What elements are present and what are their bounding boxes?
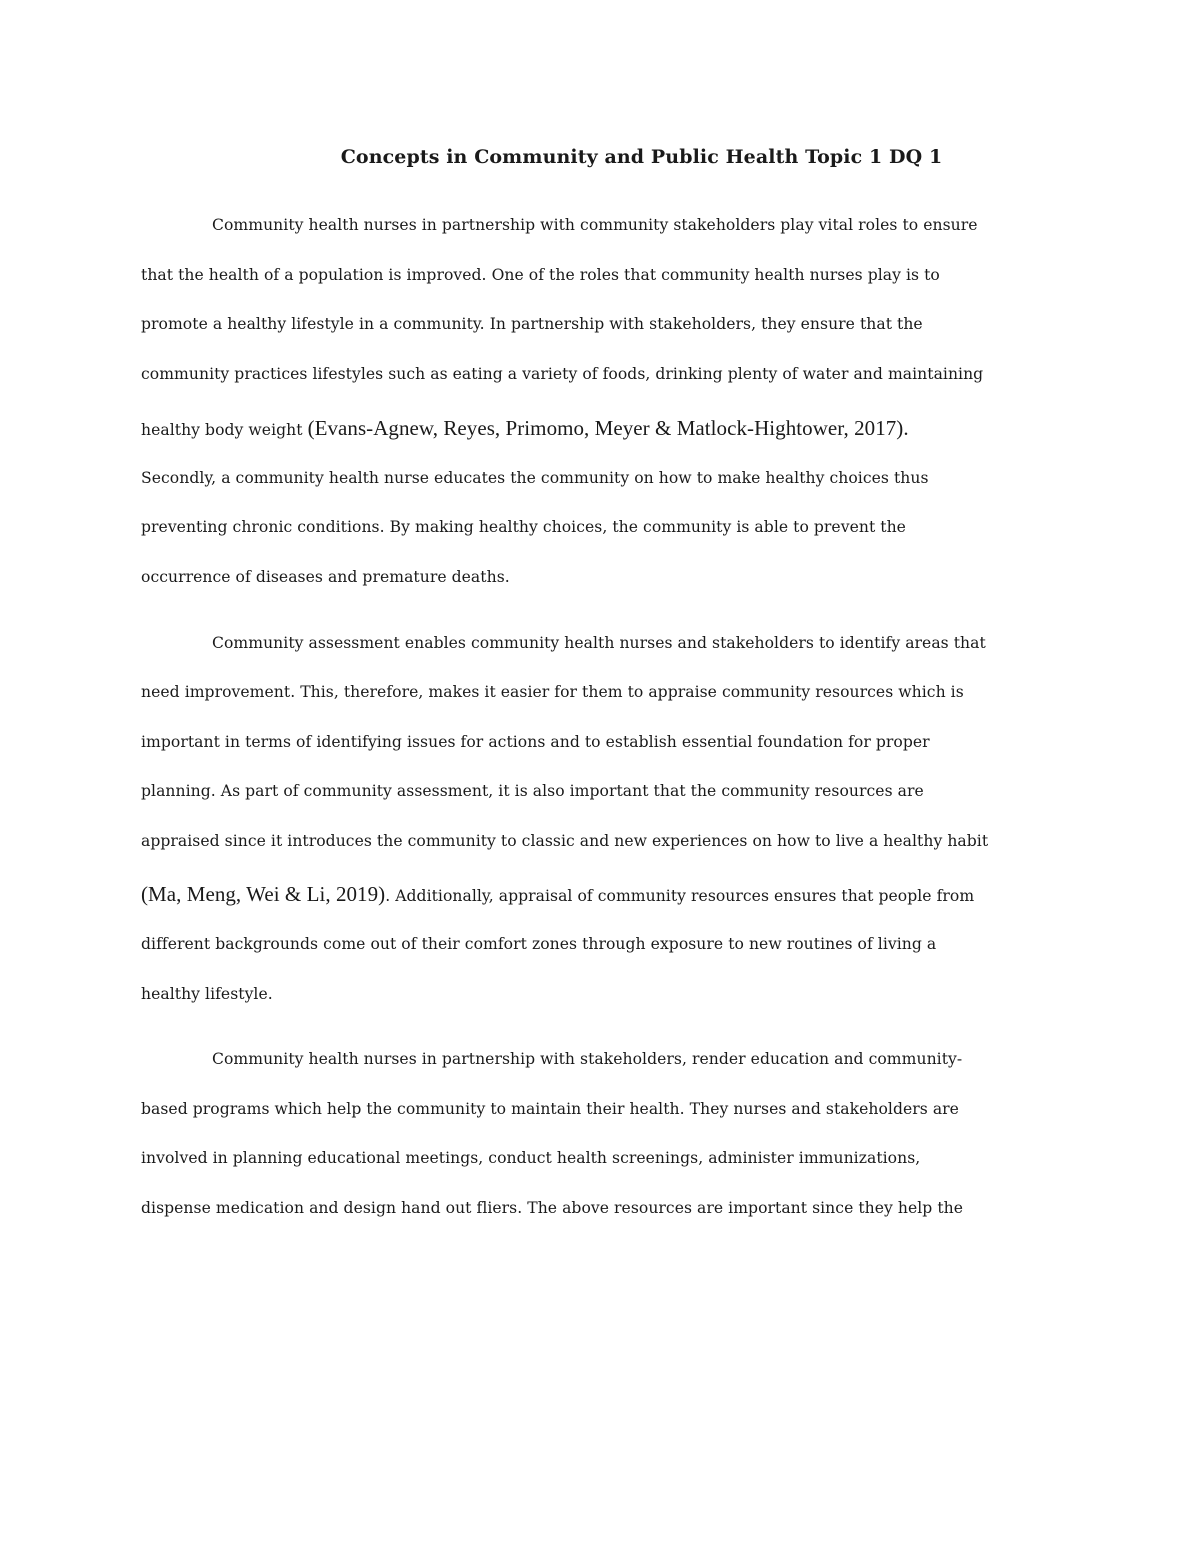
paragraph-1-line-6: Secondly, a community health nurse educates the community on how to make healthy choices thus	[141, 469, 929, 487]
line-text: healthy body weight	[141, 421, 308, 439]
paragraph-1-line-2: that the health of a population is improved. One of the roles that community health nurses play is to	[141, 266, 940, 284]
paragraph-2-line-1: Community assessment enables community health nurses and stakeholders to identify areas that	[212, 634, 986, 652]
paragraph-3-line-2: based programs which help the community to maintain their health. They nurses and stakeholders are	[141, 1100, 959, 1118]
paragraph-3-line-1: Community health nurses in partnership with stakeholders, render education and community-	[212, 1050, 963, 1068]
paragraph-3-line-4: dispense medication and design hand out fliers. The above resources are important since they help the	[141, 1199, 964, 1217]
line-tail: . Additionally, appraisal of community resources ensures that people from	[385, 887, 975, 905]
paragraph-1-line-4: community practices lifestyles such as eating a variety of foods, drinking plenty of water and maintaining	[141, 365, 984, 383]
paragraph-1-line-3: promote a healthy lifestyle in a community. In partnership with stakeholders, they ensure that the	[141, 315, 923, 333]
document-title: Concepts in Community and Public Health Topic 1 DQ 1	[340, 146, 943, 168]
paragraph-1-line-8: occurrence of diseases and premature deaths.	[141, 568, 510, 586]
paragraph-3-line-3: involved in planning educational meetings, conduct health screenings, administer immunizations,	[141, 1149, 921, 1167]
paragraph-2-line-7: different backgrounds come out of their comfort zones through exposure to new routines of living a	[141, 935, 937, 953]
paragraph-1-line-1: Community health nurses in partnership with community stakeholders play vital roles to ensure	[212, 216, 978, 234]
line-tail: .	[903, 416, 909, 440]
paragraph-2-line-5: appraised since it introduces the community to classic and new experiences on how to live a healthy habit	[141, 832, 989, 850]
paragraph-1-line-5	[141, 414, 909, 444]
paragraph-2-line-4: planning. As part of community assessment, it is also important that the community resources are	[141, 782, 924, 800]
citation: (Ma, Meng, Wei & Li, 2019)	[141, 882, 386, 906]
paragraph-1-line-7: preventing chronic conditions. By making healthy choices, the community is able to prevent the	[141, 518, 906, 536]
paragraph-2-line-8: healthy lifestyle.	[141, 985, 273, 1003]
citation: (Evans-Agnew, Reyes, Primomo, Meyer & Matlock-Hightower, 2017)	[307, 416, 904, 440]
paragraph-2-line-6	[141, 880, 974, 910]
paragraph-2-line-2: need improvement. This, therefore, makes it easier for them to appraise community resources which is	[141, 683, 964, 701]
paragraph-2-line-3: important in terms of identifying issues for actions and to establish essential foundation for proper	[141, 733, 930, 751]
